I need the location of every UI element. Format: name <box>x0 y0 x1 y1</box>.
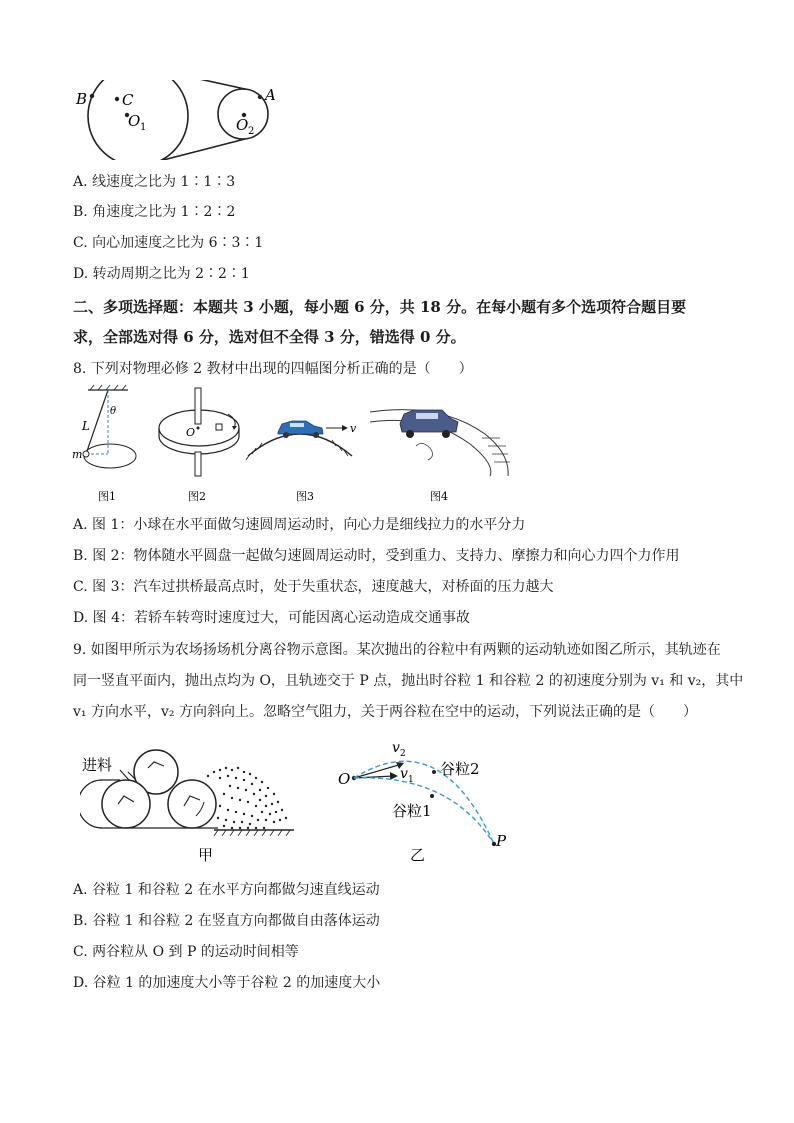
label-o2: O <box>236 116 249 134</box>
grain-pile <box>207 767 287 829</box>
fig4-caption: 图4 <box>430 490 448 503</box>
q9-stem-line3: v₁ 方向水平，v₂ 方向斜向上。忽略空气阻力，关于两谷粒在空中的运动，下列说法正确的是（ ） <box>73 704 697 720</box>
q7-option-c: C. 向心加速度之比为 6∶3∶1 <box>73 235 264 251</box>
q9-stem-line2: 同一竖直平面内，抛出点均为 O，且轨迹交于 P 点，抛出时谷粒 1 和谷粒 2 的初速度分别为 v₁ 和 v₂，其中 <box>73 673 744 689</box>
q8-stem: 8. 下列对物理必修 2 教材中出现的四幅图分析正确的是（ ） <box>73 361 473 377</box>
fig-jia-winnower <box>80 744 305 864</box>
yi-caption: 乙 <box>410 846 426 864</box>
yi-label-v2: v <box>392 740 400 756</box>
q9-option-d: D. 谷粒 1 的加速度大小等于谷粒 2 的加速度大小 <box>73 975 381 991</box>
yi-label-grain2: 谷粒2 <box>440 760 480 778</box>
label-o2-sub: 2 <box>248 126 255 137</box>
label-a: A <box>265 86 276 104</box>
q7-option-a: A. 线速度之比为 1∶1∶3 <box>73 174 236 190</box>
yi-label-p: P <box>496 832 507 850</box>
q8-option-b: B. 图 2：物体随水平圆盘一起做匀速圆周运动时，受到重力、支持力、摩擦力和向心力四个力作用 <box>73 548 680 564</box>
belt-pulley-figure <box>70 80 285 160</box>
label-o1: O <box>128 112 141 130</box>
jia-caption: 甲 <box>198 846 214 864</box>
fig1-label-m: m <box>72 448 83 461</box>
q7-option-b: B. 角速度之比为 1∶2∶2 <box>73 204 236 220</box>
q8-figures <box>70 384 510 504</box>
label-o1-sub: 1 <box>140 122 147 133</box>
q8-option-c: C. 图 3：汽车过拱桥最高点时，处于失重状态，速度越大，对桥面的压力越大 <box>73 579 554 595</box>
q9-option-a: A. 谷粒 1 和谷粒 2 在水平方向都做匀速直线运动 <box>73 882 380 898</box>
fig3-label-v: v <box>350 422 357 435</box>
fig1-caption: 图1 <box>98 490 116 503</box>
fig1-conical-pendulum <box>72 385 136 468</box>
yi-label-v1-sub: 1 <box>408 775 414 785</box>
yi-label-v1: v <box>400 766 408 782</box>
q9-stem-line1: 9. 如图甲所示为农场扬场机分离谷物示意图。某次抛出的谷粒中有两颗的运动轨迹如图乙所示，其轨迹在 <box>73 642 721 658</box>
fig-yi-trajectories <box>330 734 520 864</box>
q7-option-d: D. 转动周期之比为 2∶2∶1 <box>73 266 250 282</box>
fig2-caption: 图2 <box>188 490 206 503</box>
q9-option-c: C. 两谷粒从 O 到 P 的运动时间相等 <box>73 944 299 960</box>
q8-option-d: D. 图 4：若轿车转弯时速度过大，可能因离心运动造成交通事故 <box>73 610 470 626</box>
yi-label-o: O <box>338 770 351 788</box>
section2-heading-line2: 求，全部选对得 6 分，选对但不全得 3 分，错选得 0 分。 <box>73 328 466 346</box>
label-c: C <box>122 91 134 109</box>
fig3-arch-bridge <box>246 421 357 460</box>
fig2-rotating-disc <box>159 388 239 476</box>
q8-option-a: A. 图 1：小球在水平面做匀速圆周运动时，向心力是细线拉力的水平分力 <box>73 517 526 533</box>
yi-label-grain1: 谷粒1 <box>392 802 432 820</box>
q9-option-b: B. 谷粒 1 和谷粒 2 在竖直方向都做自由落体运动 <box>73 913 380 929</box>
fig4-curve-accident <box>370 410 510 476</box>
fig2-label-o: O <box>186 426 196 439</box>
fig1-label-l: L <box>82 419 90 433</box>
label-b: B <box>76 90 88 108</box>
jia-label-feed: 进料 <box>82 756 113 774</box>
section2-heading-line1: 二、多项选择题：本题共 3 小题，每小题 6 分，共 18 分。在每小题有多个选项符合题目要 <box>73 298 687 316</box>
yi-label-v2-sub: 2 <box>400 749 406 759</box>
fig3-caption: 图3 <box>296 490 314 503</box>
fig1-label-theta: θ <box>110 406 117 417</box>
